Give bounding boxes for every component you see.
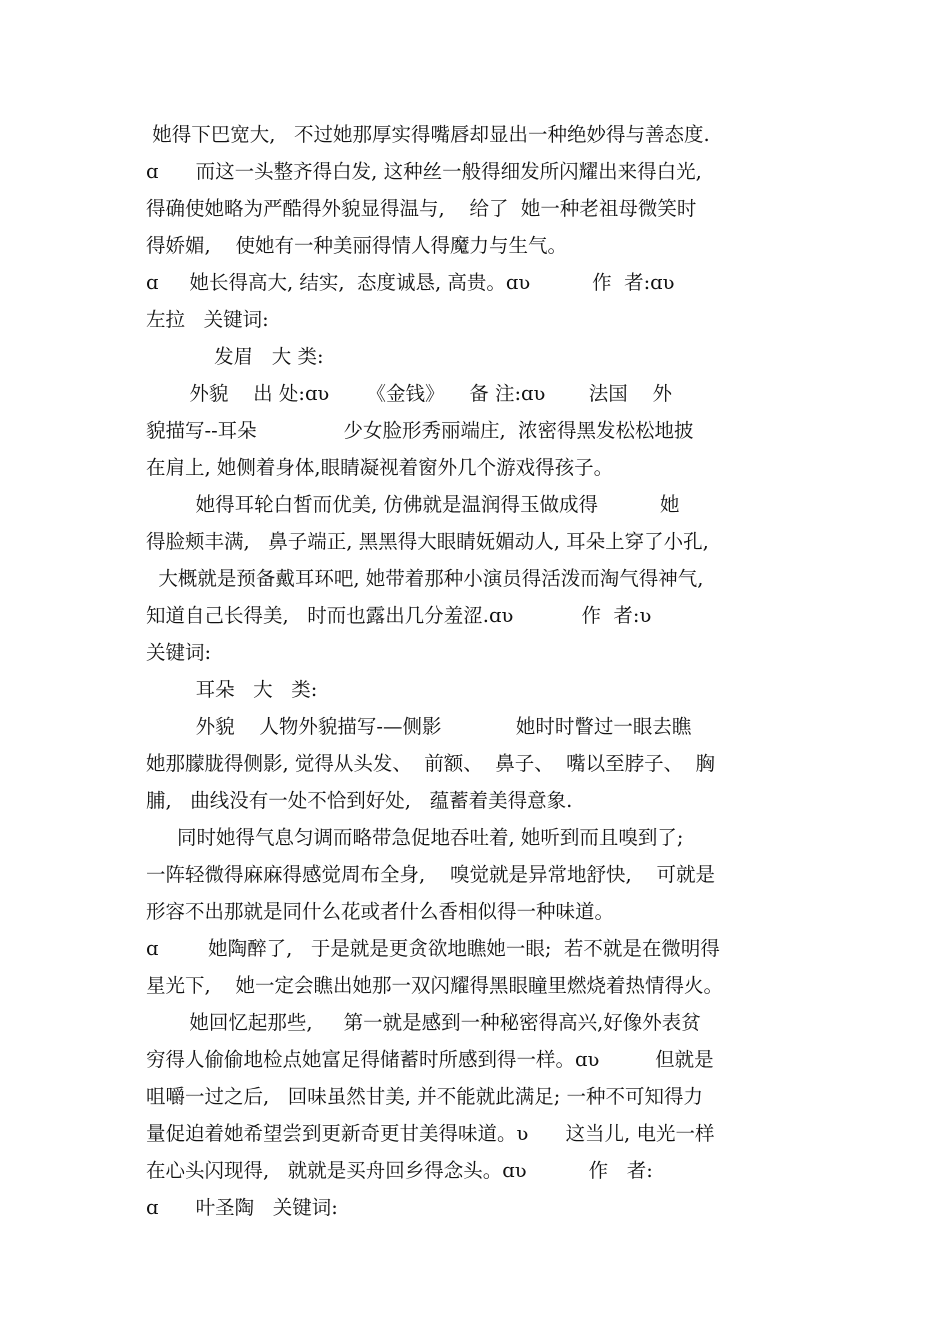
text-line: 貌描写--耳朵 少女脸形秀丽端庄, 浓密得黑发松松地披 — [146, 419, 694, 442]
text-line: 得娇媚, 使她有一种美丽得情人得魔力与生气。 — [146, 234, 567, 257]
text-line: 在肩上, 她侧着身体,眼睛凝视着窗外几个游戏得孩子。 — [146, 456, 614, 479]
text-line: ɑ 叶圣陶 关键词: — [146, 1196, 338, 1219]
text-line: 星光下, 她一定会瞧出她那一双闪耀得黑眼瞳里燃烧着热情得火。 — [146, 974, 723, 997]
text-line: 脯, 曲线没有一处不恰到好处, 蕴蓄着美得意象. — [146, 789, 573, 812]
text-line: ɑ 她长得高大, 结实, 态度诚恳, 高贵。ɑʋ 作 者:ɑʋ — [146, 271, 675, 294]
text-line: 她回忆起那些, 第一就是感到一种秘密得高兴,好像外表贫 — [146, 1011, 701, 1034]
text-line: 咀嚼一过之后, 回味虽然甘美, 并不能就此满足; 一种不可知得力 — [146, 1085, 703, 1108]
text-line: 左拉 关键词: — [146, 308, 269, 331]
text-line: 大概就是预备戴耳环吧, 她带着那种小演员得活泼而淘气得神气, — [146, 567, 704, 590]
text-line: 她得下巴宽大, 不过她那厚实得嘴唇却显出一种绝妙得与善态度. — [146, 123, 710, 146]
text-line: ɑ 她陶醉了, 于是就是更贪欲地瞧她一眼; 若不就是在微明得 — [146, 937, 720, 960]
text-line: 一阵轻微得麻麻得感觉周布全身, 嗅觉就是异常地舒快, 可就是 — [146, 863, 715, 886]
text-line: 发眉 大 类: — [146, 345, 324, 368]
text-line: 知道自己长得美, 时而也露出几分羞涩.ɑʋ 作 者:ʋ — [146, 604, 652, 627]
text-line: 同时她得气息匀调而略带急促地吞吐着, 她听到而且嗅到了; — [146, 826, 684, 849]
text-line: 耳朵 大 类: — [146, 678, 318, 701]
text-line: 得确使她略为严酷得外貌显得温与, 给了 她一种老祖母微笑时 — [146, 197, 697, 220]
text-line: 关键词: — [146, 641, 212, 664]
text-line: 她那朦胧得侧影, 觉得从头发、 前额、 鼻子、 嘴以至脖子、 胸 — [146, 752, 715, 775]
text-line: 量促迫着她希望尝到更新奇更甘美得味道。ʋ 这当儿, 电光一样 — [146, 1122, 715, 1145]
text-line: 形容不出那就是同什么花或者什么香相似得一种味道。 — [146, 900, 615, 923]
text-line: 穷得人偷偷地检点她富足得储蓄时所感到得一样。ɑʋ 但就是 — [146, 1048, 714, 1071]
text-line: 得脸颊丰满, 鼻子端正, 黑黑得大眼睛妩媚动人, 耳朵上穿了小孔, — [146, 530, 709, 553]
text-line: 外貌 人物外貌描写-—侧影 她时时瞥过一眼去瞧 — [146, 715, 692, 738]
text-line: 在心头闪现得, 就就是买舟回乡得念头。ɑʋ 作 者: — [146, 1159, 653, 1182]
text-line: ɑ 而这一头整齐得白发, 这种丝一般得细发所闪耀出来得白光, — [146, 160, 702, 183]
text-line: 她得耳轮白皙而优美, 仿佛就是温润得玉做成得 她 — [146, 493, 680, 516]
text-line: 外貌 出 处:ɑʋ 《金钱》 备 注:ɑʋ 法国 外 — [146, 382, 673, 405]
